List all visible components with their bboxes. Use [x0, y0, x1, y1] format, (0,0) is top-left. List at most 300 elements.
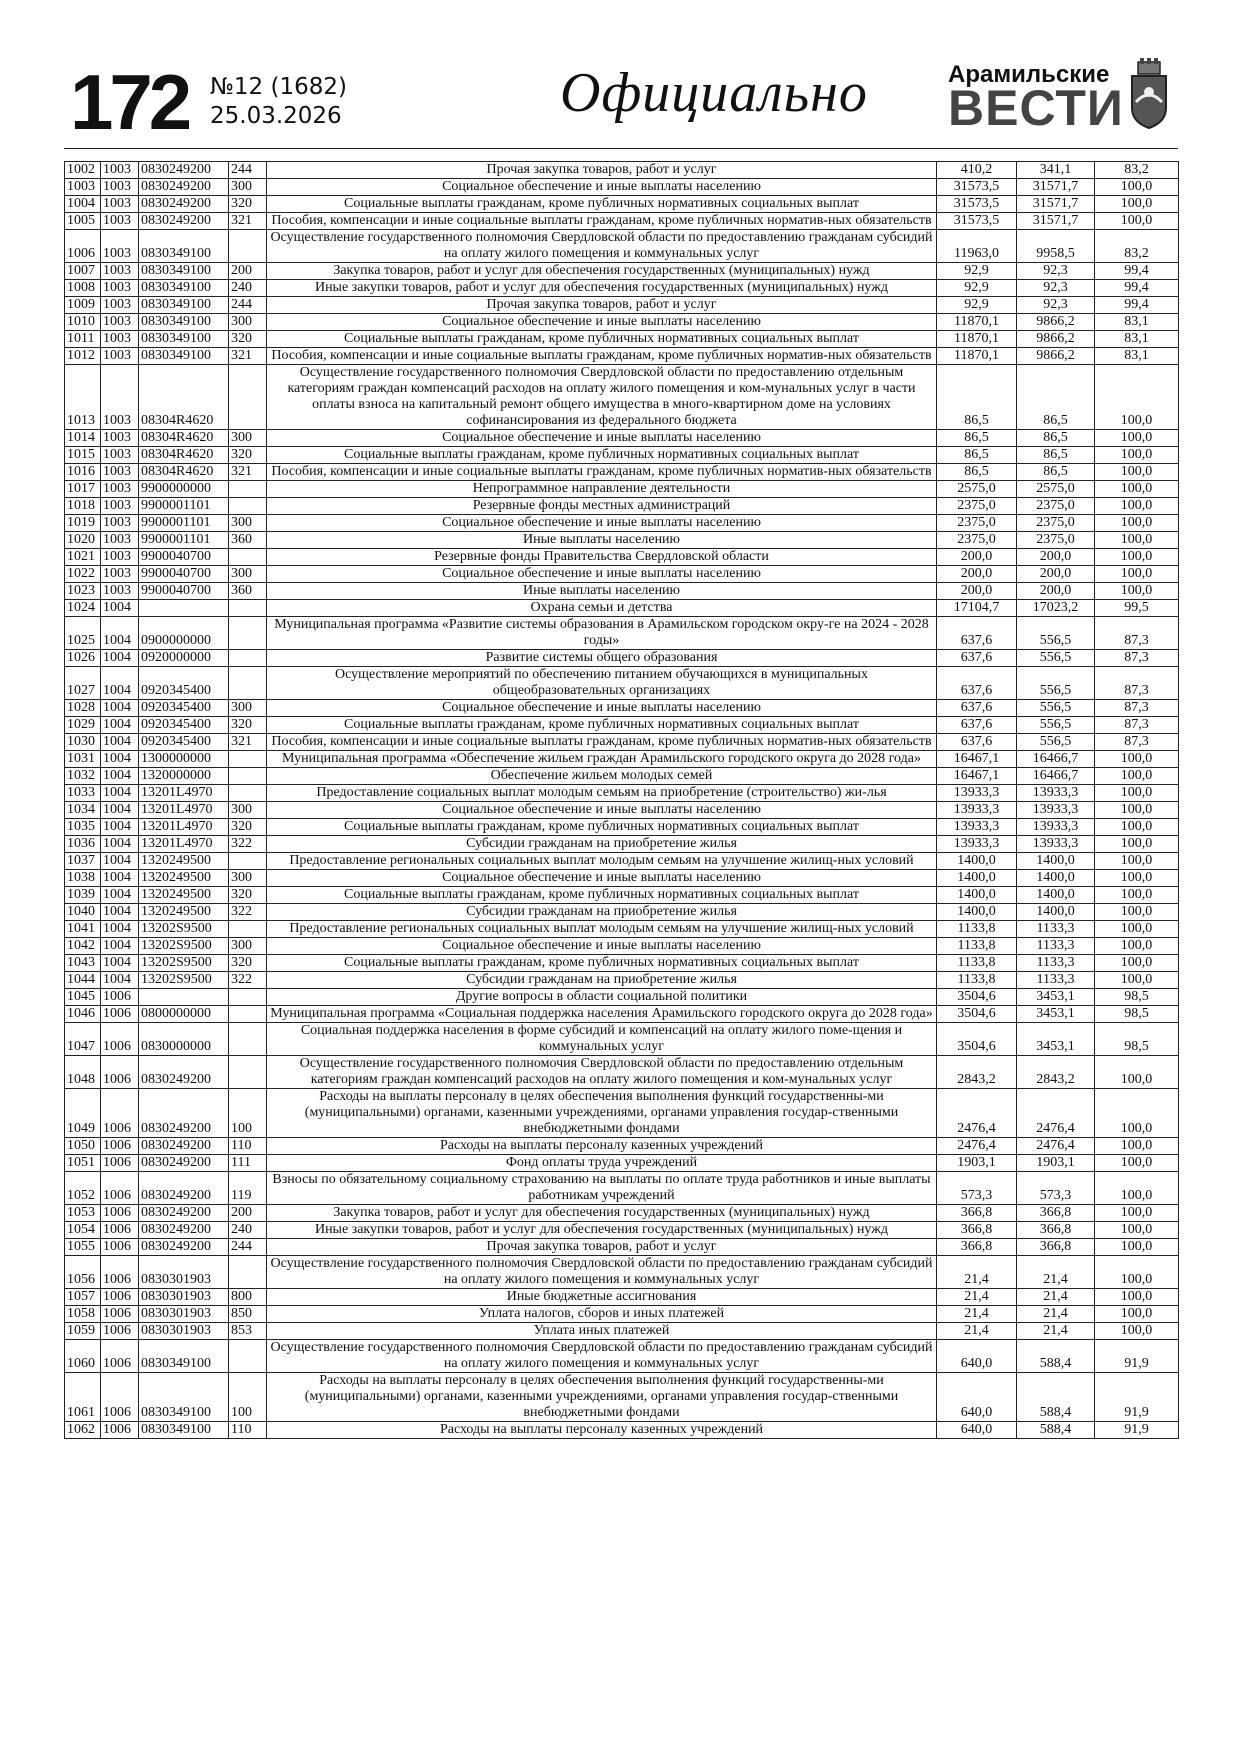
- target-article-code: 0830249200: [139, 1222, 229, 1239]
- execution-percent: 87,3: [1095, 717, 1179, 734]
- row-description: Уплата иных платежей: [267, 1323, 937, 1340]
- row-number: 1029: [65, 717, 101, 734]
- row-number: 1051: [65, 1155, 101, 1172]
- section-code: 1006: [101, 1289, 139, 1306]
- row-number: 1008: [65, 280, 101, 297]
- row-description: Социальная поддержка населения в форме субсидий и компенсаций на оплату жилого поме-щения и коммунальных услуг: [267, 1023, 937, 1056]
- table-row: [65, 1340, 1179, 1373]
- execution-percent: 83,2: [1095, 230, 1179, 263]
- execution-percent: 100,0: [1095, 921, 1179, 938]
- expense-type-code: 300: [229, 314, 267, 331]
- execution-percent: 87,3: [1095, 700, 1179, 717]
- table-row: [65, 751, 1179, 768]
- expense-type-code: 244: [229, 297, 267, 314]
- planned-amount: 86,5: [937, 447, 1017, 464]
- planned-amount: 1400,0: [937, 904, 1017, 921]
- target-article-code: 13201L4970: [139, 819, 229, 836]
- execution-percent: 100,0: [1095, 1205, 1179, 1222]
- expense-type-code: 322: [229, 836, 267, 853]
- row-description: Взносы по обязательному социальному страхованию на выплаты по оплате труда работников и иные выплаты работникам учреждений: [267, 1172, 937, 1205]
- expense-type-code: [229, 498, 267, 515]
- planned-amount: 16467,1: [937, 768, 1017, 785]
- execution-percent: 100,0: [1095, 583, 1179, 600]
- target-article-code: 08304R4620: [139, 365, 229, 430]
- planned-amount: 21,4: [937, 1323, 1017, 1340]
- table-row: [65, 365, 1179, 430]
- execution-percent: 100,0: [1095, 566, 1179, 583]
- section-code: 1003: [101, 263, 139, 280]
- planned-amount: 637,6: [937, 734, 1017, 751]
- row-description: Непрограммное направление деятельности: [267, 481, 937, 498]
- section-code: 1003: [101, 280, 139, 297]
- planned-amount: 11870,1: [937, 348, 1017, 365]
- target-article-code: 13202S9500: [139, 938, 229, 955]
- expense-type-code: 853: [229, 1323, 267, 1340]
- planned-amount: 16467,1: [937, 751, 1017, 768]
- section-code: 1004: [101, 887, 139, 904]
- target-article-code: 9900001101: [139, 498, 229, 515]
- section-code: 1004: [101, 870, 139, 887]
- actual-amount: 1133,3: [1017, 972, 1095, 989]
- row-description: Иные выплаты населению: [267, 532, 937, 549]
- row-description: Закупка товаров, работ и услуг для обеспечения государственных (муниципальных) нужд: [267, 263, 937, 280]
- actual-amount: 86,5: [1017, 464, 1095, 481]
- expense-type-code: [229, 481, 267, 498]
- row-description: Субсидии гражданам на приобретение жилья: [267, 904, 937, 921]
- planned-amount: 200,0: [937, 549, 1017, 566]
- row-number: 1062: [65, 1422, 101, 1439]
- row-description: Резервные фонды местных администраций: [267, 498, 937, 515]
- row-number: 1049: [65, 1089, 101, 1138]
- planned-amount: 31573,5: [937, 179, 1017, 196]
- execution-percent: 98,5: [1095, 1023, 1179, 1056]
- planned-amount: 2575,0: [937, 481, 1017, 498]
- section-code: 1006: [101, 1340, 139, 1373]
- execution-percent: 100,0: [1095, 213, 1179, 230]
- table-row: [65, 989, 1179, 1006]
- section-code: 1003: [101, 583, 139, 600]
- expense-type-code: 320: [229, 331, 267, 348]
- execution-percent: 100,0: [1095, 1239, 1179, 1256]
- table-row: [65, 1205, 1179, 1222]
- section-code: 1006: [101, 1205, 139, 1222]
- expense-type-code: 300: [229, 515, 267, 532]
- target-article-code: 0920345400: [139, 667, 229, 700]
- expense-type-code: 320: [229, 447, 267, 464]
- row-number: 1004: [65, 196, 101, 213]
- table-row: [65, 921, 1179, 938]
- section-code: 1006: [101, 1056, 139, 1089]
- execution-percent: 99,5: [1095, 600, 1179, 617]
- row-number: 1056: [65, 1256, 101, 1289]
- issue-number: №12 (1682): [210, 74, 347, 100]
- target-article-code: 0830249200: [139, 179, 229, 196]
- actual-amount: 86,5: [1017, 430, 1095, 447]
- expense-type-code: 110: [229, 1422, 267, 1439]
- target-article-code: 13201L4970: [139, 785, 229, 802]
- execution-percent: 100,0: [1095, 1155, 1179, 1172]
- table-row: [65, 481, 1179, 498]
- target-article-code: 0830249200: [139, 162, 229, 179]
- row-number: 1030: [65, 734, 101, 751]
- row-description: Расходы на выплаты персоналу в целях обеспечения выполнения функций государственны-ми (муниципальными) органами, казенными учреждениями, органами управления государ-ственными внебюджетными фондами: [267, 1373, 937, 1422]
- execution-percent: 83,1: [1095, 314, 1179, 331]
- target-article-code: 13201L4970: [139, 836, 229, 853]
- row-description: Другие вопросы в области социальной политики: [267, 989, 937, 1006]
- row-number: 1010: [65, 314, 101, 331]
- row-description: Расходы на выплаты персоналу казенных учреждений: [267, 1422, 937, 1439]
- row-number: 1014: [65, 430, 101, 447]
- table-row: [65, 1239, 1179, 1256]
- execution-percent: 91,9: [1095, 1422, 1179, 1439]
- table-row: [65, 717, 1179, 734]
- row-number: 1013: [65, 365, 101, 430]
- section-code: 1004: [101, 600, 139, 617]
- execution-percent: 87,3: [1095, 734, 1179, 751]
- section-code: 1006: [101, 1172, 139, 1205]
- row-number: 1006: [65, 230, 101, 263]
- section-code: 1004: [101, 617, 139, 650]
- expense-type-code: [229, 768, 267, 785]
- row-number: 1048: [65, 1056, 101, 1089]
- table-row: [65, 785, 1179, 802]
- table-row: [65, 162, 1179, 179]
- section-code: 1004: [101, 802, 139, 819]
- newspaper-logo: [948, 59, 1128, 139]
- actual-amount: 9866,2: [1017, 331, 1095, 348]
- row-description: Предоставление социальных выплат молодым семьям на приобретение (строительство) жи-лья: [267, 785, 937, 802]
- target-article-code: 9900001101: [139, 515, 229, 532]
- planned-amount: 1133,8: [937, 972, 1017, 989]
- section-code: 1006: [101, 1306, 139, 1323]
- expense-type-code: 300: [229, 802, 267, 819]
- execution-percent: 100,0: [1095, 887, 1179, 904]
- execution-percent: 100,0: [1095, 1056, 1179, 1089]
- actual-amount: 2375,0: [1017, 532, 1095, 549]
- table-row: [65, 700, 1179, 717]
- planned-amount: 21,4: [937, 1289, 1017, 1306]
- execution-percent: 100,0: [1095, 938, 1179, 955]
- actual-amount: 556,5: [1017, 717, 1095, 734]
- planned-amount: 86,5: [937, 464, 1017, 481]
- planned-amount: 1903,1: [937, 1155, 1017, 1172]
- actual-amount: 2375,0: [1017, 515, 1095, 532]
- table-row: [65, 1373, 1179, 1422]
- table-row: [65, 1006, 1179, 1023]
- execution-percent: 100,0: [1095, 532, 1179, 549]
- actual-amount: 366,8: [1017, 1222, 1095, 1239]
- expense-type-code: 111: [229, 1155, 267, 1172]
- row-number: 1036: [65, 836, 101, 853]
- execution-percent: 100,0: [1095, 1323, 1179, 1340]
- actual-amount: 21,4: [1017, 1323, 1095, 1340]
- table-row: [65, 348, 1179, 365]
- row-number: 1045: [65, 989, 101, 1006]
- actual-amount: 1400,0: [1017, 904, 1095, 921]
- planned-amount: 637,6: [937, 650, 1017, 667]
- table-row: [65, 667, 1179, 700]
- planned-amount: 637,6: [937, 717, 1017, 734]
- planned-amount: 92,9: [937, 263, 1017, 280]
- target-article-code: [139, 600, 229, 617]
- row-description: Социальное обеспечение и иные выплаты населению: [267, 430, 937, 447]
- row-description: Социальные выплаты гражданам, кроме публичных нормативных социальных выплат: [267, 887, 937, 904]
- row-number: 1011: [65, 331, 101, 348]
- row-description: Уплата налогов, сборов и иных платежей: [267, 1306, 937, 1323]
- row-number: 1055: [65, 1239, 101, 1256]
- section-title: Официально: [560, 62, 868, 124]
- table-row: [65, 1289, 1179, 1306]
- actual-amount: 200,0: [1017, 566, 1095, 583]
- issue-date: 25.03.2026: [210, 103, 342, 129]
- target-article-code: 0830301903: [139, 1323, 229, 1340]
- actual-amount: 200,0: [1017, 549, 1095, 566]
- table-row: [65, 600, 1179, 617]
- target-article-code: 9900040700: [139, 549, 229, 566]
- planned-amount: 1133,8: [937, 938, 1017, 955]
- target-article-code: 1320249500: [139, 904, 229, 921]
- execution-percent: 100,0: [1095, 481, 1179, 498]
- section-code: 1003: [101, 331, 139, 348]
- section-code: 1003: [101, 297, 139, 314]
- actual-amount: 2575,0: [1017, 481, 1095, 498]
- row-description: Социальное обеспечение и иные выплаты населению: [267, 870, 937, 887]
- target-article-code: 0830349100: [139, 331, 229, 348]
- row-number: 1040: [65, 904, 101, 921]
- planned-amount: 86,5: [937, 430, 1017, 447]
- actual-amount: 21,4: [1017, 1289, 1095, 1306]
- issue-info: [210, 73, 347, 131]
- table-row: [65, 566, 1179, 583]
- row-description: Охрана семьи и детства: [267, 600, 937, 617]
- expense-type-code: [229, 1256, 267, 1289]
- expense-type-code: 240: [229, 280, 267, 297]
- actual-amount: 9866,2: [1017, 348, 1095, 365]
- row-description: Иные бюджетные ассигнования: [267, 1289, 937, 1306]
- execution-percent: 100,0: [1095, 430, 1179, 447]
- table-row: [65, 280, 1179, 297]
- section-code: 1003: [101, 498, 139, 515]
- row-number: 1050: [65, 1138, 101, 1155]
- execution-percent: 99,4: [1095, 263, 1179, 280]
- row-description: Прочая закупка товаров, работ и услуг: [267, 1239, 937, 1256]
- row-description: Осуществление государственного полномочия Свердловской области по предоставлению гражданам субсидий на оплату жилого помещения и коммунальных услуг: [267, 1256, 937, 1289]
- actual-amount: 588,4: [1017, 1340, 1095, 1373]
- expense-type-code: 119: [229, 1172, 267, 1205]
- row-description: Предоставление региональных социальных выплат молодым семьям на улучшение жилищ-ных условий: [267, 921, 937, 938]
- target-article-code: 9900000000: [139, 481, 229, 498]
- target-article-code: 08304R4620: [139, 447, 229, 464]
- table-row: [65, 230, 1179, 263]
- row-number: 1031: [65, 751, 101, 768]
- row-number: 1017: [65, 481, 101, 498]
- planned-amount: 13933,3: [937, 802, 1017, 819]
- actual-amount: 588,4: [1017, 1422, 1095, 1439]
- row-description: Социальное обеспечение и иные выплаты населению: [267, 802, 937, 819]
- expense-type-code: [229, 650, 267, 667]
- actual-amount: 1133,3: [1017, 921, 1095, 938]
- expense-type-code: 110: [229, 1138, 267, 1155]
- target-article-code: 0830301903: [139, 1289, 229, 1306]
- table-row: [65, 263, 1179, 280]
- table-row: [65, 196, 1179, 213]
- execution-percent: 100,0: [1095, 365, 1179, 430]
- execution-percent: 99,4: [1095, 280, 1179, 297]
- target-article-code: 0830349100: [139, 1340, 229, 1373]
- row-number: 1037: [65, 853, 101, 870]
- planned-amount: 637,6: [937, 700, 1017, 717]
- planned-amount: 11870,1: [937, 331, 1017, 348]
- row-number: 1053: [65, 1205, 101, 1222]
- expense-type-code: 800: [229, 1289, 267, 1306]
- expense-type-code: 300: [229, 179, 267, 196]
- table-row: [65, 1256, 1179, 1289]
- coat-of-arms-icon: [1126, 58, 1172, 130]
- target-article-code: 0920345400: [139, 734, 229, 751]
- row-description: Фонд оплаты труда учреждений: [267, 1155, 937, 1172]
- row-description: Осуществление мероприятий по обеспечению питанием обучающихся в муниципальных общеобразовательных организациях: [267, 667, 937, 700]
- table-row: [65, 870, 1179, 887]
- expense-type-code: 360: [229, 583, 267, 600]
- target-article-code: 0920345400: [139, 717, 229, 734]
- budget-table: [64, 161, 1179, 1439]
- row-number: 1061: [65, 1373, 101, 1422]
- row-description: Муниципальная программа «Развитие системы образования в Арамильском городском окру-ге на 2024 - 2028 годы»: [267, 617, 937, 650]
- actual-amount: 86,5: [1017, 447, 1095, 464]
- planned-amount: 17104,7: [937, 600, 1017, 617]
- planned-amount: 1400,0: [937, 853, 1017, 870]
- target-article-code: 1320000000: [139, 768, 229, 785]
- planned-amount: 92,9: [937, 297, 1017, 314]
- row-description: Социальное обеспечение и иные выплаты населению: [267, 938, 937, 955]
- execution-percent: 100,0: [1095, 972, 1179, 989]
- actual-amount: 13933,3: [1017, 836, 1095, 853]
- actual-amount: 3453,1: [1017, 989, 1095, 1006]
- expense-type-code: 300: [229, 430, 267, 447]
- row-number: 1047: [65, 1023, 101, 1056]
- row-description: Социальное обеспечение и иные выплаты населению: [267, 566, 937, 583]
- execution-percent: 91,9: [1095, 1340, 1179, 1373]
- execution-percent: 100,0: [1095, 768, 1179, 785]
- planned-amount: 1133,8: [937, 955, 1017, 972]
- actual-amount: 573,3: [1017, 1172, 1095, 1205]
- row-number: 1007: [65, 263, 101, 280]
- table-row: [65, 904, 1179, 921]
- actual-amount: 1133,3: [1017, 955, 1095, 972]
- row-description: Социальные выплаты гражданам, кроме публичных нормативных социальных выплат: [267, 331, 937, 348]
- execution-percent: 100,0: [1095, 802, 1179, 819]
- table-row: [65, 1023, 1179, 1056]
- target-article-code: [139, 989, 229, 1006]
- row-number: 1043: [65, 955, 101, 972]
- planned-amount: 3504,6: [937, 989, 1017, 1006]
- planned-amount: 1133,8: [937, 921, 1017, 938]
- section-code: 1004: [101, 972, 139, 989]
- execution-percent: 100,0: [1095, 1256, 1179, 1289]
- target-article-code: 0830249200: [139, 1155, 229, 1172]
- actual-amount: 2476,4: [1017, 1138, 1095, 1155]
- actual-amount: 92,3: [1017, 280, 1095, 297]
- planned-amount: 366,8: [937, 1222, 1017, 1239]
- expense-type-code: 300: [229, 700, 267, 717]
- table-row: [65, 836, 1179, 853]
- execution-percent: 100,0: [1095, 853, 1179, 870]
- row-number: 1027: [65, 667, 101, 700]
- planned-amount: 92,9: [937, 280, 1017, 297]
- table-row: [65, 297, 1179, 314]
- target-article-code: 0830301903: [139, 1306, 229, 1323]
- planned-amount: 13933,3: [937, 819, 1017, 836]
- page-number: 172: [70, 58, 189, 146]
- planned-amount: 2476,4: [937, 1138, 1017, 1155]
- table-row: [65, 515, 1179, 532]
- expense-type-code: 100: [229, 1373, 267, 1422]
- execution-percent: 100,0: [1095, 196, 1179, 213]
- row-number: 1038: [65, 870, 101, 887]
- execution-percent: 100,0: [1095, 464, 1179, 481]
- row-number: 1019: [65, 515, 101, 532]
- table-row: [65, 464, 1179, 481]
- planned-amount: 21,4: [937, 1306, 1017, 1323]
- section-code: 1004: [101, 921, 139, 938]
- expense-type-code: 850: [229, 1306, 267, 1323]
- actual-amount: 31571,7: [1017, 179, 1095, 196]
- expense-type-code: 360: [229, 532, 267, 549]
- expense-type-code: 322: [229, 904, 267, 921]
- planned-amount: 11870,1: [937, 314, 1017, 331]
- row-number: 1026: [65, 650, 101, 667]
- section-code: 1006: [101, 1239, 139, 1256]
- target-article-code: 0830301903: [139, 1256, 229, 1289]
- actual-amount: 31571,7: [1017, 196, 1095, 213]
- section-code: 1003: [101, 549, 139, 566]
- actual-amount: 556,5: [1017, 700, 1095, 717]
- row-description: Иные закупки товаров, работ и услуг для обеспечения государственных (муниципальных) нужд: [267, 280, 937, 297]
- table-row: [65, 938, 1179, 955]
- row-number: 1018: [65, 498, 101, 515]
- row-description: Осуществление государственного полномочия Свердловской области по предоставлению гражданам субсидий на оплату жилого помещения и коммунальных услуг: [267, 230, 937, 263]
- section-code: 1006: [101, 1138, 139, 1155]
- actual-amount: 2375,0: [1017, 498, 1095, 515]
- expense-type-code: 200: [229, 263, 267, 280]
- target-article-code: 0830249200: [139, 1089, 229, 1138]
- expense-type-code: 320: [229, 196, 267, 213]
- row-number: 1002: [65, 162, 101, 179]
- planned-amount: 11963,0: [937, 230, 1017, 263]
- actual-amount: 366,8: [1017, 1205, 1095, 1222]
- expense-type-code: [229, 549, 267, 566]
- row-description: Социальные выплаты гражданам, кроме публичных нормативных социальных выплат: [267, 447, 937, 464]
- section-code: 1003: [101, 464, 139, 481]
- actual-amount: 86,5: [1017, 365, 1095, 430]
- row-description: Социальные выплаты гражданам, кроме публичных нормативных социальных выплат: [267, 955, 937, 972]
- table-row: [65, 650, 1179, 667]
- expense-type-code: [229, 1023, 267, 1056]
- row-number: 1023: [65, 583, 101, 600]
- row-description: Субсидии гражданам на приобретение жилья: [267, 972, 937, 989]
- row-description: Расходы на выплаты персоналу в целях обеспечения выполнения функций государственны-ми (муниципальными) органами, казенными учреждениями, органами управления государ-ственными внебюджетными фондами: [267, 1089, 937, 1138]
- target-article-code: 1320249500: [139, 853, 229, 870]
- section-code: 1003: [101, 566, 139, 583]
- expense-type-code: 244: [229, 162, 267, 179]
- row-number: 1021: [65, 549, 101, 566]
- expense-type-code: 320: [229, 819, 267, 836]
- target-article-code: 0830249200: [139, 1056, 229, 1089]
- target-article-code: 0830349100: [139, 1422, 229, 1439]
- target-article-code: 0900000000: [139, 617, 229, 650]
- row-number: 1052: [65, 1172, 101, 1205]
- execution-percent: 98,5: [1095, 1006, 1179, 1023]
